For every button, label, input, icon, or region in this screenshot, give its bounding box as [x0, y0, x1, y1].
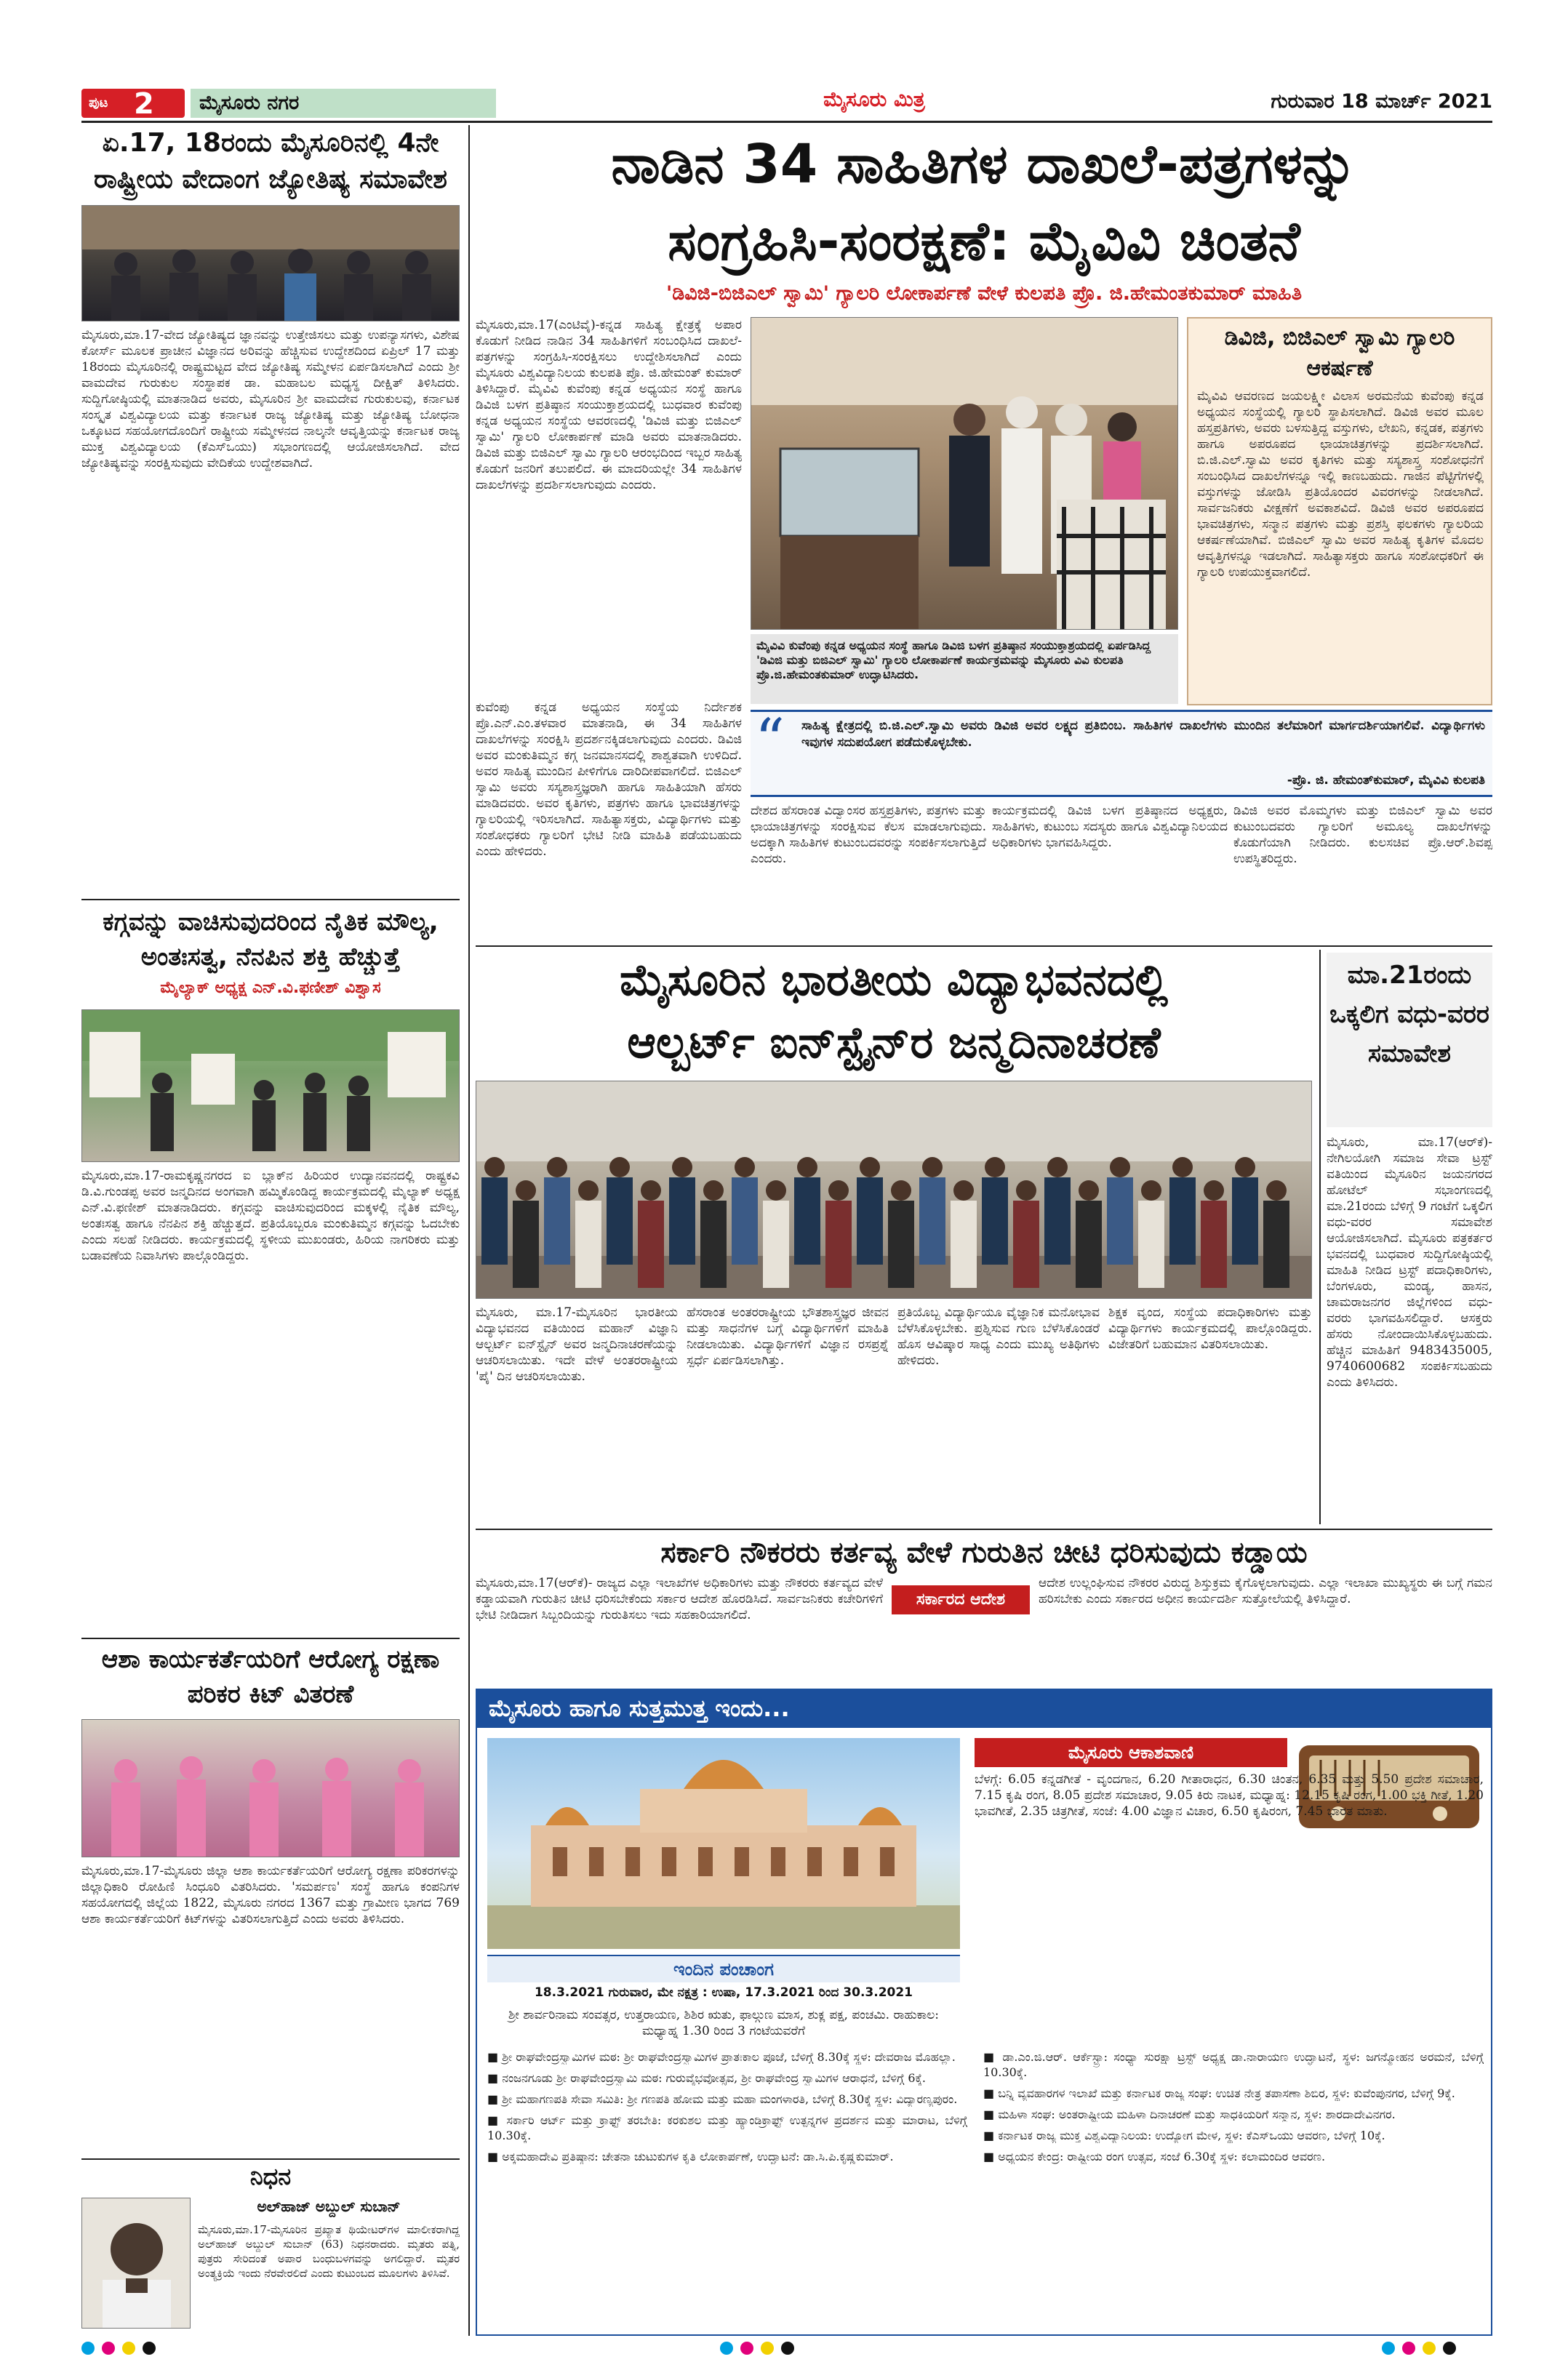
- lead-body-bottom2: ಕಾರ್ಯಕ್ರಮದಲ್ಲಿ ಡಿವಿಜಿ ಬಳಗ ಪ್ರತಿಷ್ಠಾನದ ಅಧ್ಯಕ್ಷರು, ಸಾಹಿತಿಗಳು, ಕುಟುಂಬ ಸದಸ್ಯರು ಹಾಗೂ ವಿಶ್ವವಿದ್ಯಾನಿಲಯದ ಅಧಿಕಾರಿಗಳು ಭಾಗವಹಿಸಿದ್ದರು.: [992, 804, 1228, 850]
- person-figure: [1044, 1177, 1071, 1265]
- events-right-list: [983, 2049, 1484, 2329]
- person-figure: [1169, 1177, 1196, 1265]
- obituary-name: ಅಲ್‌ಹಾಜ್ ಅಬ್ದುಲ್ ಸುಬಾನ್: [257, 2198, 401, 2215]
- palace-photo: [487, 1738, 960, 1949]
- person-figure: [607, 1177, 633, 1265]
- person-figure: [484, 1157, 505, 1177]
- person-figure: [703, 1180, 724, 1201]
- person-figure: [888, 1201, 914, 1288]
- lead-photo-caption: ಮೈವಿವಿ ಕುವೆಂಪು ಕನ್ನಡ ಅಧ್ಯಯನ ಸಂಸ್ಥೆ ಹಾಗೂ ಡಿವಿಜಿ ಬಳಗ ಪ್ರತಿಷ್ಠಾನ ಸಂಯುಕ್ತಾಶ್ರಯದಲ್ಲಿ ಏರ್ಪಡಿಸಿದ್ದ 'ಡಿವಿಜಿ ಮತ್ತು ಬಿಜಿಎಲ್ ಸ್ವಾಮಿ' ಗ್ಯಾಲರಿ ಲೋಕಾರ್ಪಣೆ ಕಾರ್ಯಕ್ರಮವನ್ನು ಮೈಸೂರು ವಿವಿ ಕುಲಪತಿ ಪ್ರೊ.ಜಿ.ಹೇಮಂತಕುಮಾರ್ ಉದ್ಘಾಟಿಸಿದರು.: [751, 634, 1178, 704]
- event-item: ■ ಬನ್ನಿ ವ್ಯವಹಾರಗಳ ಇಲಾಖೆ ಮತ್ತು ಕರ್ನಾಟಕ ರಾಜ್ಯ ಸಂಘ: ಉಚಿತ ನೇತ್ರ ತಪಾಸಣಾ ಶಿಬಿರ, ಸ್ಥಳ: ಕುವೆಂಪುನಗರ, ಬೆಳಿಗ್ಗೆ 9ಕ್ಕೆ.: [983, 2086, 1455, 2100]
- akashavani-body: ಬೆಳಗ್ಗೆ: 6.05 ಕನ್ನಡಗೀತೆ - ವೃಂದಗಾನ, 6.20 ಗೀತಾರಾಧನ, 6.30 ಚಿಂತನ, 6.35 ಮತ್ತು 5.50 ಪ್ರದೇಶ ಸಮಾಚಾರ, 7.15 ಕೃಷಿ ರಂಗ, 8.05 ಪ್ರದೇಶ ಸಮಾಚಾರ, 9.05 ಕಿರು ನಾಟಕ, ಮಧ್ಯಾಹ್ನ: 12.15 ಕೃಷಿ ರಂಗ, 1.00 ಭಕ್ತಿ ಗೀತೆ, 1.20 ಭಾವಗೀತೆ, 2.35 ಚಿತ್ರಗೀತೆ, ಸಂಜೆ: 4.00 ವಿಜ್ಞಾನ ವಿಚಾರ, 6.50 ಕೃಷಿರಂಗ, 7.45 ಭಾರತ ಮಾತು.: [975, 1772, 1484, 1819]
- section-name: ಮೈಸೂರು ನಗರ: [191, 89, 496, 118]
- einstein-body-col4: ಶಿಕ್ಷಕ ವೃಂದ, ಸಂಸ್ಥೆಯ ಪದಾಧಿಕಾರಿಗಳು ಮತ್ತು ವಿದ್ಯಾರ್ಥಿಗಳು ಕಾರ್ಯಕ್ರಮದಲ್ಲಿ ಪಾಲ್ಗೊಂಡಿದ್ದರು. ವಿಜೇತರಿಗೆ ಬಹುಮಾನ ವಿತರಿಸಲಾಯಿತು.: [1108, 1305, 1312, 1352]
- gallery-feature-body: ಮೈವಿವಿ ಆವರಣದ ಜಯಲಕ್ಷ್ಮೀ ವಿಲಾಸ ಅರಮನೆಯ ಕುವೆಂಪು ಕನ್ನಡ ಅಧ್ಯಯನ ಸಂಸ್ಥೆಯಲ್ಲಿ ಗ್ಯಾಲರಿ ಸ್ಥಾಪಿಸಲಾಗಿದೆ. ಡಿವಿಜಿ ಅವರ ಮೂಲ ಹಸ್ತಪ್ರತಿಗಳು, ಅವರು ಬಳಸುತ್ತಿದ್ದ ವಸ್ತುಗಳು, ಲೇಖನಿ, ಕನ್ನಡಕ, ಪತ್ರಗಳು ಹಾಗೂ ಅಪರೂಪದ ಛಾಯಾಚಿತ್ರಗಳನ್ನು ಪ್ರದರ್ಶಿಸಲಾಗಿದೆ. ಬಿ.ಜಿ.ಎಲ್.ಸ್ವಾಮಿ ಅವರ ಕೃತಿಗಳು ಮತ್ತು ಸಸ್ಯಶಾಸ್ತ್ರ ಸಂಶೋಧನೆಗೆ ಸಂಬಂಧಿಸಿದ ದಾಖಲೆಗಳನ್ನೂ ಇಲ್ಲಿ ಕಾಣಬಹುದು. ಗಾಜಿನ ಪೆಟ್ಟಿಗೆಗಳಲ್ಲಿ ವಸ್ತುಗಳನ್ನು ಜೋಡಿಸಿ ಪ್ರತಿಯೊಂದರ ವಿವರಗಳನ್ನು ನೀಡಲಾಗಿದೆ. ಸಾರ್ವಜನಿಕರು ವೀಕ್ಷಣೆಗೆ ಅವಕಾಶವಿದೆ. ಡಿವಿಜಿ ಅವರ ಅಪರೂಪದ ಭಾವಚಿತ್ರಗಳು, ಸನ್ಮಾನ ಪತ್ರಗಳು ಮತ್ತು ಪ್ರಶಸ್ತಿ ಫಲಕಗಳು ಗ್ಯಾಲರಿಯ ಆಕರ್ಷಣೆಯಾಗಿವೆ. ಬಿಜಿಎಲ್ ಸ್ವಾಮಿ ಅವರ ಸಾಹಿತ್ಯ ಕೃತಿಗಳ ಮೊದಲ ಆವೃತ್ತಿಗಳನ್ನೂ ಇಡಲಾಗಿದೆ. ಸಾಹಿತ್ಯಾಸಕ್ತರು ಹಾಗೂ ಸಂಶೋಧಕರಿಗೆ ಈ ಗ್ಯಾಲರಿ ಉಪಯುಕ್ತವಾಗಲಿದೆ.: [1197, 389, 1484, 580]
- masthead-logo: ಮೈಸೂರು ಮಿತ್ರ: [823, 87, 925, 111]
- gallery-feature-title: ಡಿವಿಜಿ, ಬಿಜಿಎಲ್ ಸ್ವಾಮಿ ಗ್ಯಾಲರಿ ಆಕರ್ಷಣೆ: [1224, 325, 1455, 381]
- kit-distribution-illustration: [82, 1720, 460, 1857]
- person-figure: [1172, 1157, 1193, 1177]
- person-figure: [860, 1157, 880, 1177]
- left-divider-1: [81, 899, 460, 900]
- person-figure: [922, 1157, 943, 1177]
- obituary-body: ಮೈಸೂರು,ಮಾ.17-ಮೈಸೂರಿನ ಪ್ರಖ್ಯಾತ ಥಿಯೇಟರ್‌ಗಳ ಮಾಲೀಕರಾಗಿದ್ದ ಅಲ್‌ಹಾಜ್ ಅಬ್ದುಲ್ ಸುಬಾನ್ (63) ನಿಧನರಾದರು. ಮೃತರು ಪತ್ನಿ, ಪುತ್ರರು ಸೇರಿದಂತೆ ಅಪಾರ ಬಂಧುಬಳಗವನ್ನು ಅಗಲಿದ್ದಾರೆ. ಮೃತರ ಅಂತ್ಯಕ್ರಿಯೆ ಇಂದು ನೆರವೇರಲಿದೆ ಎಂದು ಕುಟುಂಬದ ಮೂಲಗಳು ತಿಳಿಸಿವೆ.: [198, 2223, 460, 2280]
- akashavani-title: ಮೈಸೂರು ಆಕಾಶವಾಣಿ: [1068, 1742, 1194, 1763]
- person-figure: [516, 1180, 536, 1201]
- person-figure: [1235, 1157, 1255, 1177]
- event-item: ■ ಸರ್ಕಾರಿ ಆರ್ಟ್ ಮತ್ತು ಕ್ರಾಫ್ಟ್ ತರಬೇತಿ: ಕರಕುಶಲ ಮತ್ತು ಹ್ಯಾಂಡಿಕ್ರಾಫ್ಟ್ ಉತ್ಪನ್ನಗಳ ಪ್ರದರ್ಶನ ಮತ್ತು ಮಾರಾಟ, ಬೆಳಿಗ್ಗೆ 10.30ಕ್ಕೆ.: [487, 2113, 967, 2142]
- person-figure: [951, 1201, 977, 1288]
- event-item: ■ ಮಹಿಳಾ ಸಂಘ: ಅಂತರಾಷ್ಟ್ರೀಯ ಮಹಿಳಾ ದಿನಾಚರಣೆ ಮತ್ತು ಸಾಧಕಿಯರಿಗೆ ಸನ್ಮಾನ, ಸ್ಥಳ: ಶಾರದಾದೇವಿನಗರ.: [983, 2107, 1396, 2121]
- vadhu-divider: [1319, 950, 1321, 1524]
- portrait-illustration: [82, 2198, 191, 2329]
- person-figure: [1107, 1177, 1133, 1265]
- story1-body: ಮೈಸೂರು,ಮಾ.17-ವೇದ ಜ್ಯೋತಿಷ್ಯದ ಜ್ಞಾನವನ್ನು ಉತ್ತೇಜಿಸಲು ಮತ್ತು ಉಪನ್ಯಾಸಗಳು, ವಿಶೇಷ ಕೋರ್ಸ್ ಮೂಲಕ ಪ್ರಾಚೀನ ವಿಜ್ಞಾನದ ಅರಿವನ್ನು ಹೆಚ್ಚಿಸುವ ಉದ್ದೇಶದಿಂದ ಏಪ್ರಿಲ್ 17 ಮತ್ತು 18ರಂದು ಮೈಸೂರಿನಲ್ಲಿ ರಾಷ್ಟ್ರಮಟ್ಟದ ವೇದ ಜ್ಯೋತಿಷ್ಯ ಸಮ್ಮೇಳನ ಏರ್ಪಡಿಸಲಾಗಿದೆ ಎಂದು ಶ್ರೀ ವಾಮದೇವ ಗುರುಕುಲ ಸಂಸ್ಥಾಪಕ ಡಾ. ಮಹಾಬಲ ಮಧ್ಯಸ್ಥ ದೀಕ್ಷಿತ್ ತಿಳಿಸಿದರು. ಸುದ್ದಿಗೋಷ್ಠಿಯಲ್ಲಿ ಮಾತನಾಡಿದ ಅವರು, ಮೈಸೂರಿನ ಶ್ರೀ ವಾಮದೇವ ಗುರುಕುಲವು, ಕರ್ನಾಟಕ ಸಂಸ್ಕೃತ ವಿಶ್ವವಿದ್ಯಾಲಯ ಮತ್ತು ಕರ್ನಾಟಕ ರಾಜ್ಯ ಜ್ಯೋತಿಷ್ಯ ಮತ್ತು ಜ್ಯೋತಿಷ್ಯ ಬೋಧನಾ ಒಕ್ಕೂಟದ ಸಹಯೋಗದೊಂದಿಗೆ ರಾಷ್ಟ್ರೀಯ ಸಮ್ಮೇಳನದ ನಾಲ್ಕನೇ ಆವೃತ್ತಿಯನ್ನು ಕರ್ನಾಟಕ ರಾಜ್ಯ ಮುಕ್ತ ವಿಶ್ವವಿದ್ಯಾಲಯ (ಕೆಎಸ್‌ಒಯು) ಸಭಾಂಗಣದಲ್ಲಿ ಆಯೋಜಿಸಲಾಗಿದೆ. ವೇದ ಜ್ಯೋತಿಷ್ಯವನ್ನು ಸಂರಕ್ಷಿಸುವುದು ವೇದಿಕೆಯ ಉದ್ದೇಶವಾಗಿದೆ.: [81, 328, 460, 471]
- panchanga-line2: ಶ್ರೀ ಶಾರ್ವರಿನಾಮ ಸಂವತ್ಸರ, ಉತ್ತರಾಯಣ, ಶಿಶಿರ ಋತು, ಫಾಲ್ಗುಣ ಮಾಸ, ಶುಕ್ಲ ಪಕ್ಷ, ಪಂಚಮಿ. ರಾಹುಕಾಲ: ಮಧ್ಯಾಹ್ನ 1.30 ರಿಂದ 3 ಗಂಟೆಯವರೆಗೆ: [508, 2008, 940, 2038]
- mysore-palace-illustration: [487, 1738, 960, 1949]
- govt-body-left: ಮೈಸೂರು,ಮಾ.17(ಆರ್‌ಕೆ)- ರಾಜ್ಯದ ಎಲ್ಲಾ ಇಲಾಖೆಗಳ ಅಧಿಕಾರಿಗಳು ಮತ್ತು ನೌಕರರು ಕರ್ತವ್ಯದ ವೇಳೆ ಕಡ್ಡಾಯವಾಗಿ ಗುರುತಿನ ಚೀಟಿ ಧರಿಸಬೇಕೆಂದು ಸರ್ಕಾರ ಆದೇಶ ಹೊರಡಿಸಿದೆ. ಸಾರ್ವಜನಿಕರು ಕಚೇರಿಗಳಿಗೆ ಭೇಟಿ ನೀಡಿದಾಗ ಸಿಬ್ಬಂದಿಯನ್ನು ಗುರುತಿಸಲು ಇದು ಸಹಕಾರಿಯಾಗಲಿದೆ.: [476, 1576, 883, 1622]
- person-figure: [672, 1157, 692, 1177]
- panchanga-line1: 18.3.2021 ಗುರುವಾರ, ಮೇ ನಕ್ಷತ್ರ : ಉಷಾ, 17.3.2021 ರಿಂದ 30.3.2021: [534, 1985, 913, 2000]
- page-number: 2: [134, 87, 154, 121]
- obituary-heading: ನಿಧನ: [249, 2163, 292, 2190]
- story1-photo: [81, 205, 460, 321]
- person-figure: [797, 1157, 817, 1177]
- lead-body-col2: ಕುವೆಂಪು ಕನ್ನಡ ಅಧ್ಯಯನ ಸಂಸ್ಥೆಯ ನಿರ್ದೇಶಕ ಪ್ರೊ.ಎನ್.ಎಂ.ತಳವಾರ ಮಾತನಾಡಿ, ಈ 34 ಸಾಹಿತಿಗಳ ದಾಖಲೆಗಳನ್ನು ಸಂರಕ್ಷಿಸಿ ಪ್ರದರ್ಶನಕ್ಕಿಡಲಾಗುವುದು ಎಂದರು. ಡಿವಿಜಿ ಅವರ ಮಂಕುತಿಮ್ಮನ ಕಗ್ಗ ಜನಮಾನಸದಲ್ಲಿ ಶಾಶ್ವತವಾಗಿ ಉಳಿದಿದೆ. ಅವರ ಸಾಹಿತ್ಯ ಮುಂದಿನ ಪೀಳಿಗೆಗೂ ದಾರಿದೀಪವಾಗಲಿದೆ. ಬಿಜಿಎಲ್ ಸ್ವಾಮಿ ಅವರು ಸಸ್ಯಶಾಸ್ತ್ರಜ್ಞರಾಗಿ ಹಾಗೂ ಸಾಹಿತಿಯಾಗಿ ಹೆಸರು ಮಾಡಿದವರು. ಅವರ ಕೃತಿಗಳು, ಪತ್ರಗಳು ಹಾಗೂ ಭಾವಚಿತ್ರಗಳನ್ನು ಗ್ಯಾಲರಿಯಲ್ಲಿ ಇರಿಸಲಾಗಿದೆ. ಸಾಹಿತ್ಯಾಸಕ್ತರು, ವಿದ್ಯಾರ್ಥಿಗಳು ಮತ್ತು ಸಂಶೋಧಕರು ಗ್ಯಾಲರಿಗೆ ಭೇಟಿ ನೀಡಿ ಮಾಹಿತಿ ಪಡೆಯಬಹುದು ಎಂದು ಹೇಳಿದರು.: [476, 700, 742, 859]
- person-figure: [982, 1177, 1008, 1265]
- person-figure: [575, 1201, 601, 1288]
- page-label: ಪುಟ: [89, 95, 108, 111]
- person-figure: [1016, 1180, 1036, 1201]
- event-item: ■ ಶ್ರೀ ರಾಘವೇಂದ್ರಸ್ವಾಮಿಗಳ ಮಠ: ಶ್ರೀ ರಾಘವೇಂದ್ರಸ್ವಾಮಿಗಳ ಪ್ರಾತಃಕಾಲ ಪೂಜೆ, ಬೆಳಿಗ್ಗೆ 8.30ಕ್ಕೆ ಸ್ಥಳ: ದೇವರಾಜ ಮೊಹಲ್ಲಾ.: [487, 2050, 956, 2064]
- person-figure: [1013, 1201, 1039, 1288]
- registration-dots-left: [81, 2342, 227, 2358]
- issue-date: ಗುರುವಾರ 18 ಮಾರ್ಚ್ 2021: [1271, 90, 1492, 113]
- story3-body: ಮೈಸೂರು,ಮಾ.17-ಮೈಸೂರು ಜಿಲ್ಲಾ ಆಶಾ ಕಾರ್ಯಕರ್ತೆಯರಿಗೆ ಆರೋಗ್ಯ ರಕ್ಷಣಾ ಪರಿಕರಗಳನ್ನು ಜಿಲ್ಲಾಧಿಕಾರಿ ರೋಹಿಣಿ ಸಿಂಧೂರಿ ವಿತರಿಸಿದರು. 'ಸಮರ್ಪಣ' ಸಂಸ್ಥೆ ಹಾಗೂ ಕಂಪನಿಗಳ ಸಹಯೋಗದಲ್ಲಿ ಜಿಲ್ಲೆಯ 1822, ಮೈಸೂರು ನಗರದ 1367 ಮತ್ತು ಗ್ರಾಮೀಣ ಭಾಗದ 769 ಆಶಾ ಕಾರ್ಯಕರ್ತೆಯರಿಗೆ ಕಿಟ್‌ಗಳನ್ನು ವಿತರಿಸಲಾಗುತ್ತಿದೆ ಎಂದು ಅವರು ತಿಳಿಸಿದರು.: [81, 1864, 460, 1926]
- obituary-photo: [81, 2198, 191, 2329]
- events-left-list: [487, 2049, 967, 2329]
- person-figure: [1263, 1201, 1289, 1288]
- lead-headline-line2: ಸಂಗ್ರಹಿಸಿ-ಸಂರಕ್ಷಣೆ: ಮೈವಿವಿ ಚಿಂತನೆ: [668, 210, 1300, 273]
- person-figure: [732, 1177, 758, 1265]
- vadhu-headline-box: [1327, 953, 1492, 1127]
- person-figure: [735, 1157, 755, 1177]
- person-figure: [513, 1201, 539, 1288]
- gallery-feature-box: [1187, 317, 1492, 705]
- lead-headline-line1: ನಾಡಿನ 34 ಸಾಹಿತಿಗಳ ದಾಖಲೆ-ಪತ್ರಗಳನ್ನು: [611, 133, 1357, 196]
- quote-mark-icon: “: [755, 706, 785, 774]
- person-figure: [763, 1201, 789, 1288]
- vadhu-headline: ಮಾ.21ರಂದು ಒಕ್ಕಲಿಗ ವಧು-ವರರ ಸಮಾವೇಶ: [1329, 961, 1489, 1068]
- left-divider-3: [81, 2158, 460, 2160]
- page-header: [81, 86, 1492, 119]
- einstein-body-col1: ಮೈಸೂರು, ಮಾ.17-ಮೈಸೂರಿನ ಭಾರತೀಯ ವಿದ್ಯಾಭವನದ ವತಿಯಿಂದ ಮಹಾನ್ ವಿಜ್ಞಾನಿ ಆಲ್ಬರ್ಟ್ ಐನ್‌ಸ್ಟೈನ್ ಅವರ ಜನ್ಮದಿನಾಚರಣೆಯನ್ನು ಆಚರಿಸಲಾಯಿತು. ಇದೇ ವೇಳೆ ಅಂತರರಾಷ್ಟ್ರೀಯ 'ಪೈ' ದಿನ ಆಚರಿಸಲಾಯಿತು.: [476, 1305, 678, 1384]
- today-section: [476, 1689, 1492, 2336]
- event-item: ■ ನಂಜನಗೂಡು ಶ್ರೀ ರಾಘವೇಂದ್ರಸ್ವಾಮಿ ಮಠ: ಗುರುವೈಭವೋತ್ಸವ, ಶ್ರೀ ರಾಘವೇಂದ್ರ ಸ್ವಾಮಿಗಳ ಆರಾಧನೆ, ಬೆಳಿಗ್ಗೆ 6ಕ್ಕೆ.: [487, 2071, 926, 2085]
- person-figure: [1141, 1180, 1161, 1201]
- govt-body-right: ಆದೇಶ ಉಲ್ಲಂಘಿಸುವ ನೌಕರರ ವಿರುದ್ಧ ಶಿಸ್ತುಕ್ರಮ ಕೈಗೊಳ್ಳಲಾಗುವುದು. ಎಲ್ಲಾ ಇಲಾಖಾ ಮುಖ್ಯಸ್ಥರು ಈ ಬಗ್ಗೆ ಗಮನ ಹರಿಸಬೇಕು ಎಂದು ಸರ್ಕಾರದ ಅಧೀನ ಕಾರ್ಯದರ್ಶಿ ಸುತ್ತೋಲೆಯಲ್ಲಿ ತಿಳಿಸಿದ್ದಾರೆ.: [1039, 1576, 1492, 1606]
- header-rule: [81, 121, 1492, 123]
- person-figure: [1110, 1157, 1130, 1177]
- person-figure: [1076, 1201, 1102, 1288]
- person-figure: [544, 1177, 570, 1265]
- mid-bottom-rule: [476, 1529, 1492, 1530]
- quote-attribution: -ಪ್ರೊ. ಜಿ. ಹೇಮಂತ್‌ಕುಮಾರ್, ಮೈವಿವಿ ಕುಲಪತಿ: [1287, 773, 1485, 788]
- registration-dots-center: [720, 2342, 865, 2358]
- staff-group-illustration: [476, 1081, 1312, 1299]
- person-figure: [1079, 1180, 1099, 1201]
- person-figure: [700, 1201, 727, 1288]
- gallery-inauguration-illustration: [751, 318, 1178, 630]
- lead-body-bottom3: ಡಿವಿಜಿ ಅವರ ಮೊಮ್ಮಗಳು ಮತ್ತು ಬಿಜಿಎಲ್ ಸ್ವಾಮಿ ಅವರ ಕುಟುಂಬದವರು ಗ್ಯಾಲರಿಗೆ ಅಮೂಲ್ಯ ದಾಖಲೆಗಳನ್ನು ಕೊಡುಗೆಯಾಗಿ ನೀಡಿದರು. ಕುಲಸಚಿವ ಪ್ರೊ.ಆರ್.ಶಿವಪ್ಪ ಉಪಸ್ಥಿತರಿದ್ದರು.: [1233, 804, 1492, 866]
- person-figure: [1047, 1157, 1068, 1177]
- today-banner: [477, 1690, 1491, 1728]
- lead-body-bottom1: ದೇಶದ ಹೆಸರಾಂತ ವಿದ್ವಾಂಸರ ಹಸ್ತಪ್ರತಿಗಳು, ಪತ್ರಗಳು ಮತ್ತು ಛಾಯಾಚಿತ್ರಗಳನ್ನು ಸಂರಕ್ಷಿಸುವ ಕೆಲಸ ಮಾಡಲಾಗುವುದು. ಅದಕ್ಕಾಗಿ ಸಾಹಿತಿಗಳ ಕುಟುಂಬದವರನ್ನು ಸಂಪರ್ಕಿಸಲಾಗುತ್ತಿದೆ ಎಂದರು.: [751, 804, 986, 866]
- lead-bottom-rule: [476, 945, 1492, 947]
- park-event-illustration: [82, 1010, 460, 1162]
- story3-photo: [81, 1719, 460, 1857]
- person-figure: [953, 1180, 974, 1201]
- einstein-headline-line2: ಆಲ್ಬರ್ಟ್ ಐನ್‌ಸ್ಟೈನ್‌ರ ಜನ್ಮದಿನಾಚರಣೆ: [627, 1017, 1161, 1068]
- person-figure: [1232, 1177, 1258, 1265]
- person-figure: [547, 1157, 567, 1177]
- story2-headline: ಕಗ್ಗವನ್ನು ವಾಚಿಸುವುದರಿಂದ ನೈತಿಕ ಮೌಲ್ಯ, ಅಂತಃಸತ್ವ, ನೆನಪಿನ ಶಕ್ತಿ ಹೆಚ್ಚುತ್ತೆ: [103, 908, 439, 972]
- person-figure: [638, 1201, 664, 1288]
- person-figure: [1204, 1180, 1224, 1201]
- panchanga-title-bar: [487, 1955, 960, 1982]
- person-figure: [669, 1177, 695, 1265]
- person-figure: [891, 1180, 911, 1201]
- event-item: ■ ಡಾ.ಎಂ.ಜಿ.ಆರ್. ಆರ್ಕೆಸ್ಟ್ರಾ: ಸಂಧ್ಯಾ ಸುರಕ್ಷಾ ಟ್ರಸ್ಟ್ ಅಧ್ಯಕ್ಷ ಡಾ.ನಾರಾಯಣ ಉದ್ಘಾಟನೆ, ಸ್ಥಳ: ಜಗನ್ಮೋಹನ ಅರಮನೆ, ಬೆಳಿಗ್ಗೆ 10.30ಕ್ಕೆ.: [983, 2050, 1484, 2079]
- govt-headline: ಸರ್ಕಾರಿ ನೌಕರರು ಕರ್ತವ್ಯ ವೇಳೆ ಗುರುತಿನ ಚೀಟಿ ಧರಿಸುವುದು ಕಡ್ಡಾಯ: [660, 1536, 1308, 1569]
- lead-body-col1: ಮೈಸೂರು,ಮಾ.17(ಎಂಟಿವೈ)-ಕನ್ನಡ ಸಾಹಿತ್ಯ ಕ್ಷೇತ್ರಕ್ಕೆ ಅಪಾರ ಕೊಡುಗೆ ನೀಡಿದ ನಾಡಿನ 34 ಸಾಹಿತಿಗಳಿಗೆ ಸಂಬಂಧಿಸಿದ ದಾಖಲೆ-ಪತ್ರಗಳನ್ನು ಸಂಗ್ರಹಿಸಿ-ಸಂರಕ್ಷಿಸಲು ಉದ್ದೇಶಿಸಲಾಗಿದೆ ಎಂದು ಮೈಸೂರು ವಿಶ್ವವಿದ್ಯಾನಿಲಯ ಕುಲಪತಿ ಪ್ರೊ. ಜಿ.ಹೇಮಂತ್ ಕುಮಾರ್ ತಿಳಿಸಿದ್ದಾರೆ. ಮೈವಿವಿ ಕುವೆಂಪು ಕನ್ನಡ ಅಧ್ಯಯನ ಸಂಸ್ಥೆ ಹಾಗೂ ಡಿವಿಜಿ ಬಳಗ ಪ್ರತಿಷ್ಠಾನ ಸಂಯುಕ್ತಾಶ್ರಯದಲ್ಲಿ ಬುಧವಾರ ಕುವೆಂಪು ಕನ್ನಡ ಅಧ್ಯಯನ ಸಂಸ್ಥೆಯ ಆವರಣದಲ್ಲಿ 'ಡಿವಿಜಿ ಮತ್ತು ಬಿಜಿಎಲ್ ಸ್ವಾಮಿ' ಗ್ಯಾಲರಿ ಲೋಕಾರ್ಪಣೆ ಮಾಡಿ ಅವರು ಮಾತನಾಡಿದರು. ಡಿವಿಜಿ ಮತ್ತು ಬಿಜಿಎಲ್ ಸ್ವಾಮಿ ಗ್ಯಾಲರಿ ಆರಂಭದಿಂದ ಇಬ್ಬರ ಸಾಹಿತ್ಯ ಕೊಡುಗೆ ಜನರಿಗೆ ತಲುಪಲಿದೆ. ಈ ಮಾದರಿಯಲ್ಲೇ 34 ಸಾಹಿತಿಗಳ ದಾಖಲೆಗಳನ್ನು ಪ್ರದರ್ಶಿಸಲಾಗುವುದು ಎಂದರು.: [476, 318, 742, 492]
- lead-subhead: 'ಡಿವಿಜಿ-ಬಿಜಿಎಲ್ ಸ್ವಾಮಿ' ಗ್ಯಾಲರಿ ಲೋಕಾರ್ಪಣೆ ವೇಳೆ ಕುಲಪತಿ ಪ್ರೊ. ಜಿ.ಹೇಮಂತಕುಮಾರ್ ಮಾಹಿತಿ: [665, 282, 1303, 305]
- vadhu-body: ಮೈಸೂರು, ಮಾ.17(ಆರ್‌ಕೆ)- ನೇಗಿಲಯೋಗಿ ಸಮಾಜ ಸೇವಾ ಟ್ರಸ್ಟ್ ವತಿಯಿಂದ ಮೈಸೂರಿನ ಜಯನಗರದ ಹೋಟೆಲ್ ಸಭಾಂಗಣದಲ್ಲಿ ಮಾ.21ರಂದು ಬೆಳಿಗ್ಗೆ 9 ಗಂಟೆಗೆ ಒಕ್ಕಲಿಗ ವಧು-ವರರ ಸಮಾವೇಶ ಆಯೋಜಿಸಲಾಗಿದೆ. ಮೈಸೂರು ಪತ್ರಕರ್ತರ ಭವನದಲ್ಲಿ ಬುಧವಾರ ಸುದ್ದಿಗೋಷ್ಠಿಯಲ್ಲಿ ಮಾಹಿತಿ ನೀಡಿದ ಟ್ರಸ್ಟ್ ಪದಾಧಿಕಾರಿಗಳು, ಬೆಂಗಳೂರು, ಮಂಡ್ಯ, ಹಾಸನ, ಚಾಮರಾಜನಗರ ಜಿಲ್ಲೆಗಳಿಂದ ವಧು-ವರರು ಭಾಗವಹಿಸಲಿದ್ದಾರೆ. ಆಸಕ್ತರು ಹೆಸರು ನೋಂದಾಯಿಸಿಕೊಳ್ಳಬಹುದು. ಹೆಚ್ಚಿನ ಮಾಹಿತಿಗೆ 9483435005, 9740600682 ಸಂಪರ್ಕಿಸಬಹುದು ಎಂದು ತಿಳಿಸಿದರು.: [1327, 1135, 1492, 1390]
- left-divider-2: [81, 1638, 460, 1639]
- einstein-group-photo: [476, 1081, 1312, 1299]
- einstein-headline-line1: ಮೈಸೂರಿನ ಭಾರತೀಯ ವಿದ್ಯಾಭವನದಲ್ಲಿ: [620, 955, 1168, 1006]
- group-photo-illustration: [82, 206, 460, 321]
- event-item: ■ ಅಧ್ಯಯನ ಕೇಂದ್ರ: ರಾಷ್ಟ್ರೀಯ ರಂಗ ಉತ್ಸವ, ಸಂಜೆ 6.30ಕ್ಕೆ ಸ್ಥಳ: ಕಲಾಮಂದಿರ ಆವರಣ.: [983, 2150, 1326, 2163]
- person-figure: [919, 1177, 945, 1265]
- einstein-body-col3: ಪ್ರತಿಯೊಬ್ಬ ವಿದ್ಯಾರ್ಥಿಯೂ ವೈಜ್ಞಾನಿಕ ಮನೋಭಾವ ಬೆಳೆಸಿಕೊಳ್ಳಬೇಕು. ಪ್ರಶ್ನಿಸುವ ಗುಣ ಬೆಳೆಸಿಕೊಂಡರೆ ಹೊಸ ಆವಿಷ್ಕಾರ ಸಾಧ್ಯ ಎಂದು ಮುಖ್ಯ ಅತಿಥಿಗಳು ಹೇಳಿದರು.: [897, 1305, 1100, 1368]
- person-figure: [985, 1157, 1005, 1177]
- event-item: ■ ಕರ್ನಾಟಕ ರಾಜ್ಯ ಮುಕ್ತ ವಿಶ್ವವಿದ್ಯಾನಿಲಯ: ಉದ್ಯೋಗ ಮೇಳ, ಸ್ಥಳ: ಕೆಎಸ್‌ಒಯು ಆವರಣ, ಬೆಳಿಗ್ಗೆ 10ಕ್ಕೆ.: [983, 2129, 1385, 2142]
- event-item: ■ ಶ್ರೀ ಮಹಾಗಣಪತಿ ಸೇವಾ ಸಮಿತಿ: ಶ್ರೀ ಗಣಪತಿ ಹೋಮ ಮತ್ತು ಮಹಾ ಮಂಗಳಾರತಿ, ಬೆಳಿಗ್ಗೆ 8.30ಕ್ಕೆ ಸ್ಥಳ: ವಿದ್ಯಾರಣ್ಯಪುರಂ.: [487, 2092, 958, 2106]
- person-figure: [1201, 1201, 1227, 1288]
- story2-photo: [81, 1009, 460, 1162]
- event-item: ■ ಅಕ್ಕಮಹಾದೇವಿ ಪ್ರತಿಷ್ಠಾನ: ಚೇತನಾ ಚುಟುಕುಗಳ ಕೃತಿ ಲೋಕಾರ್ಪಣೆ, ಉದ್ಘಾಟನೆ: ಡಾ.ಸಿ.ಪಿ.ಕೃಷ್ಣಕುಮಾರ್.: [487, 2150, 894, 2163]
- story2-body: ಮೈಸೂರು,ಮಾ.17-ರಾಮಕೃಷ್ಣನಗರದ ಐ ಬ್ಲಾಕ್‌ನ ಹಿರಿಯರ ಉದ್ಯಾನವನದಲ್ಲಿ ರಾಷ್ಟ್ರಕವಿ ಡಿ.ವಿ.ಗುಂಡಪ್ಪ ಅವರ ಜನ್ಮದಿನದ ಅಂಗವಾಗಿ ಹಮ್ಮಿಕೊಂಡಿದ್ದ ಕಾರ್ಯಕ್ರಮದಲ್ಲಿ ಮೈಲ್ಯಾಕ್ ಅಧ್ಯಕ್ಷ ಎನ್.ವಿ.ಫಣೀಶ್ ಮಾತನಾಡಿದರು. ಕಗ್ಗವನ್ನು ವಾಚಿಸುವುದರಿಂದ ಮಕ್ಕಳಲ್ಲಿ ನೈತಿಕ ಮೌಲ್ಯ, ಅಂತಃಸತ್ವ ಹಾಗೂ ನೆನಪಿನ ಶಕ್ತಿ ಹೆಚ್ಚುತ್ತದೆ. ಪ್ರತಿಯೊಬ್ಬರೂ ಮಂಕುತಿಮ್ಮನ ಕಗ್ಗವನ್ನು ಓದಬೇಕು ಎಂದು ಸಲಹೆ ನೀಡಿದರು. ಕಾರ್ಯಕ್ರಮದಲ್ಲಿ ಸ್ಥಳೀಯ ಮುಖಂಡರು, ಹಿರಿಯ ನಾಗರಿಕರು ಮತ್ತು ಬಡಾವಣೆಯ ನಿವಾಸಿಗಳು ಪಾಲ್ಗೊಂಡಿದ್ದರು.: [81, 1169, 460, 1263]
- person-figure: [641, 1180, 661, 1201]
- person-figure: [857, 1177, 883, 1265]
- person-figure: [481, 1177, 508, 1265]
- akashavani-title-bar: [975, 1738, 1287, 1767]
- person-figure: [1266, 1180, 1287, 1201]
- person-figure: [1138, 1201, 1164, 1288]
- person-figure: [766, 1180, 786, 1201]
- panchanga-title: ಇಂದಿನ ಪಂಚಾಂಗ: [673, 1959, 774, 1979]
- lead-photo: [751, 317, 1178, 630]
- govt-order-tag: ಸರ್ಕಾರದ ಆದೇಶ: [892, 1585, 1030, 1614]
- registration-dots-right: [1382, 2342, 1527, 2358]
- person-figure: [609, 1157, 630, 1177]
- lead-quote-box: [751, 706, 1492, 797]
- today-title: ಮೈಸೂರು ಹಾಗೂ ಸುತ್ತಮುತ್ತ ಇಂದು...: [489, 1694, 790, 1722]
- person-figure: [578, 1180, 599, 1201]
- story3-headline: ಆಶಾ ಕಾರ್ಯಕರ್ತೆಯರಿಗೆ ಆರೋಗ್ಯ ರಕ್ಷಣಾ ಪರಿಕರ ಕಿಟ್ ವಿತರಣೆ: [101, 1645, 440, 1709]
- einstein-body-col2: ಹೆಸರಾಂತ ಅಂತರರಾಷ್ಟ್ರೀಯ ಭೌತಶಾಸ್ತ್ರಜ್ಞರ ಜೀವನ ಮತ್ತು ಸಾಧನೆಗಳ ಬಗ್ಗೆ ವಿದ್ಯಾರ್ಥಿಗಳಿಗೆ ಮಾಹಿತಿ ನೀಡಲಾಯಿತು. ವಿದ್ಯಾರ್ಥಿಗಳಿಗೆ ವಿಜ್ಞಾನ ರಸಪ್ರಶ್ನೆ ಸ್ಪರ್ಧೆ ಏರ್ಪಡಿಸಲಾಗಿತ್ತು.: [687, 1305, 889, 1368]
- person-figure: [825, 1201, 852, 1288]
- left-column-divider: [468, 125, 470, 2336]
- quote-text: ಸಾಹಿತ್ಯ ಕ್ಷೇತ್ರದಲ್ಲಿ ಬಿ.ಜಿ.ಎಲ್.ಸ್ವಾಮಿ ಅವರು ಡಿವಿಜಿ ಅವರ ಲಕ್ಷ್ಯದ ಪ್ರತಿಬಿಂಬ. ಸಾಹಿತಿಗಳ ದಾಖಲೆಗಳು ಮುಂದಿನ ತಲೆಮಾರಿಗೆ ಮಾರ್ಗದರ್ಶಿಯಾಗಲಿವೆ. ವಿದ್ಯಾರ್ಥಿಗಳು ಇವುಗಳ ಸದುಪಯೋಗ ಪಡೆದುಕೊಳ್ಳಬೇಕು.: [801, 718, 1485, 750]
- page-number-badge: [81, 87, 185, 121]
- story1-headline: ಏ.17, 18ರಂದು ಮೈಸೂರಿನಲ್ಲಿ 4ನೇ ರಾಷ್ಟ್ರೀಯ ವೇದಾಂಗ ಜ್ಯೋತಿಷ್ಯ ಸಮಾವೇಶ: [94, 128, 447, 194]
- person-figure: [828, 1180, 849, 1201]
- story2-subhead: ಮೈಲ್ಯಾಕ್ ಅಧ್ಯಕ್ಷ ಎನ್.ವಿ.ಫಣೀಶ್ ವಿಶ್ವಾಸ: [160, 979, 381, 997]
- person-figure: [794, 1177, 820, 1265]
